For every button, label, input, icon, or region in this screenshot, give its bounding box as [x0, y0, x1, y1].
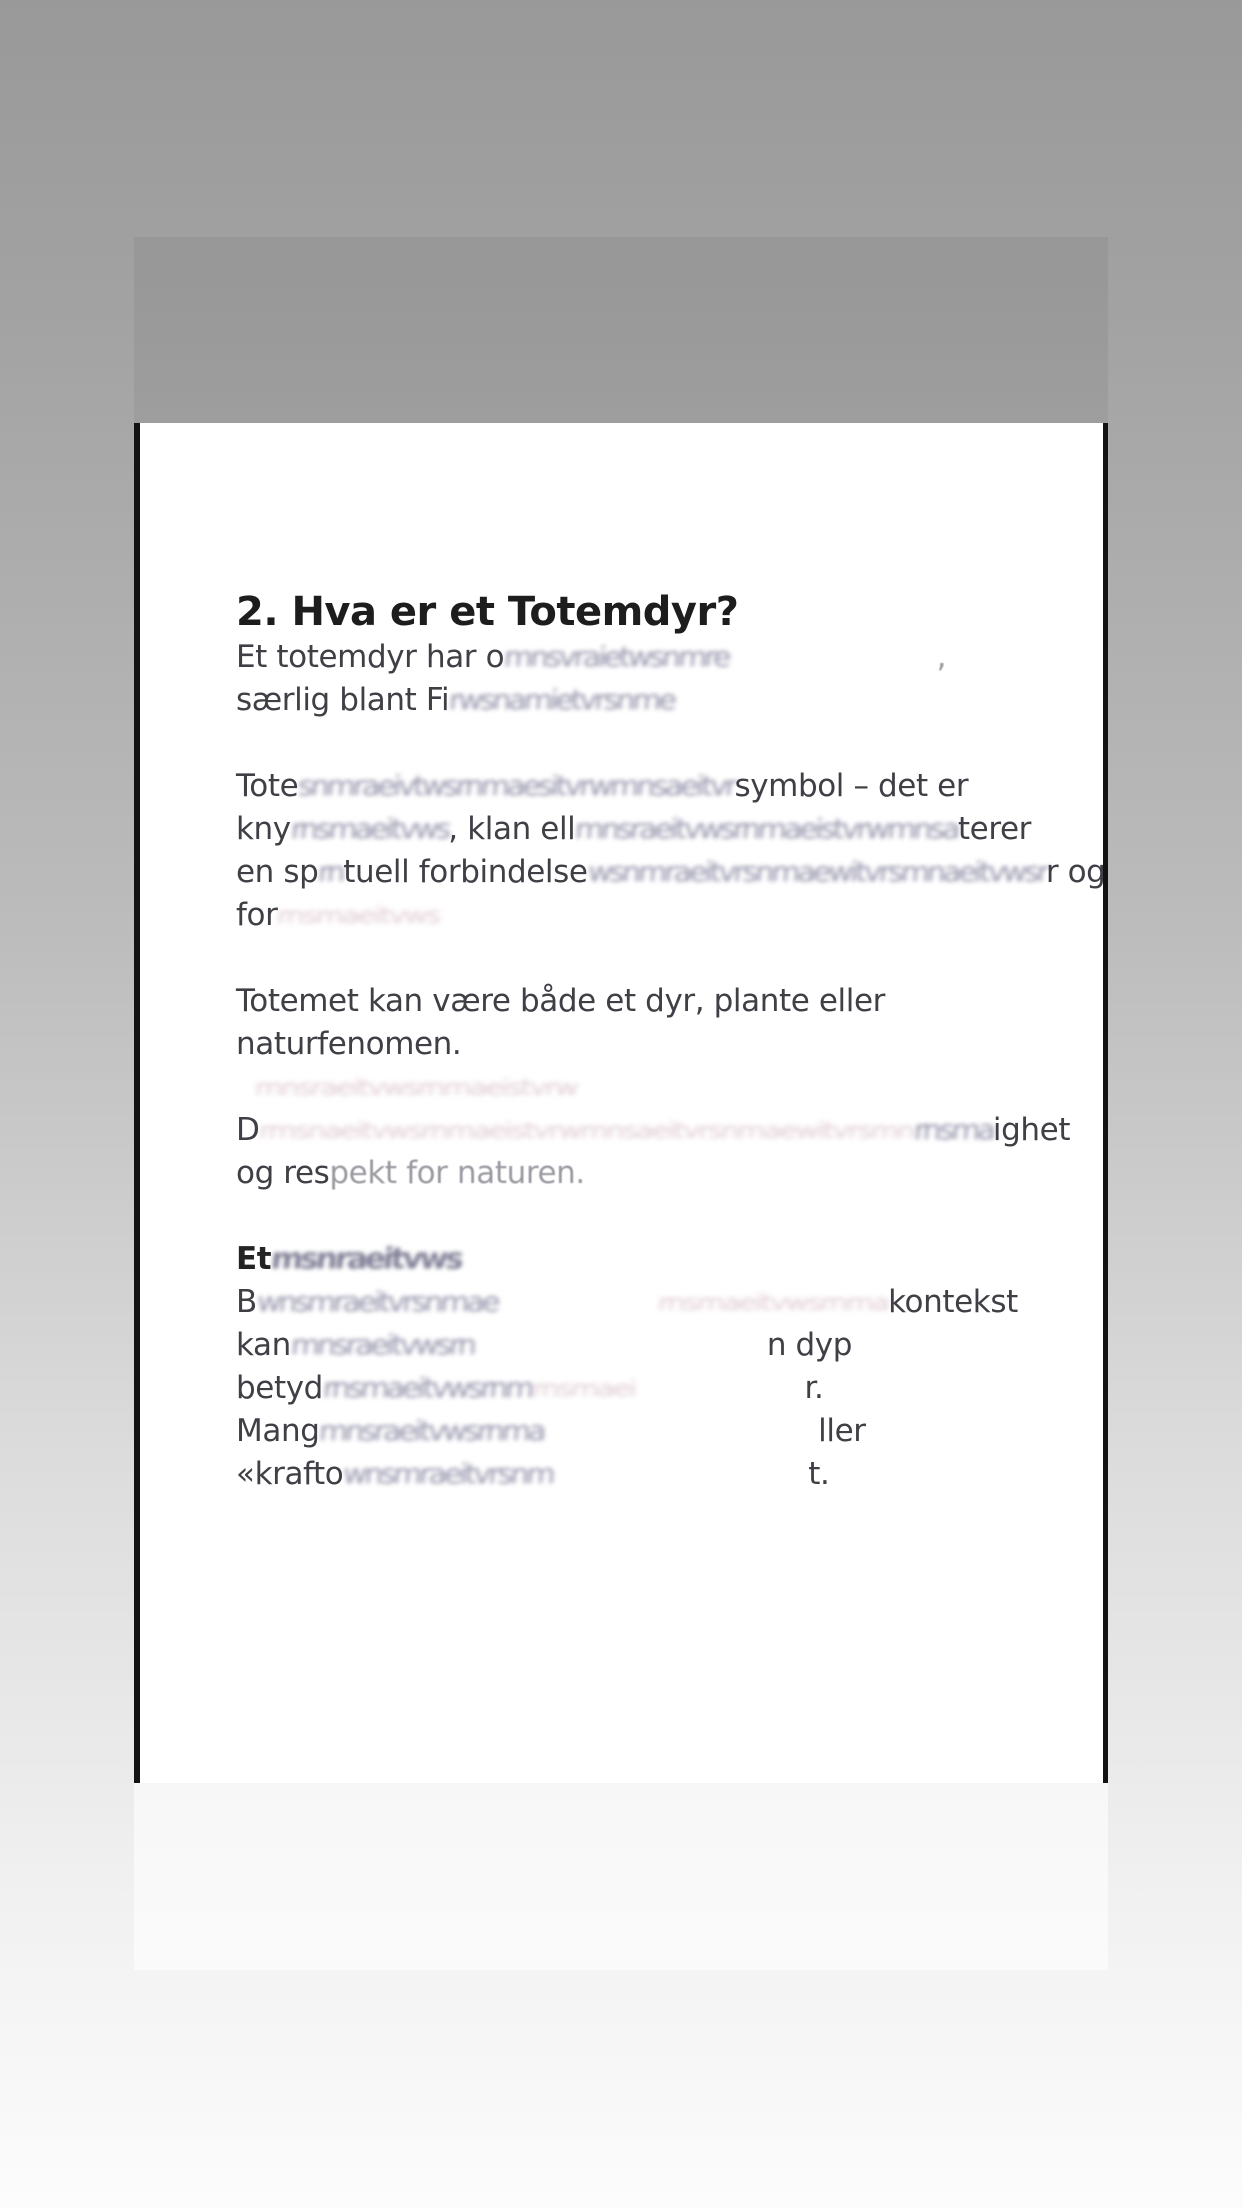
smudge-mark: mnsvraietwsnmre [503, 641, 730, 674]
text-line [236, 1238, 1086, 1281]
gap-spacer [544, 1410, 818, 1453]
text-line [236, 636, 1086, 679]
faded-text-fragment: pekt for naturen. [329, 1155, 585, 1191]
text-line [236, 679, 1086, 722]
text-fragment: B [236, 1284, 257, 1320]
text-fragment: kny [236, 811, 291, 847]
faint-smudge-mark: rmsnaeitvwsrnmaeistvrwmnsaeitvrsnmaewitvrsmn [258, 1116, 915, 1144]
text-fragment: ighet [992, 1112, 1071, 1148]
smudge-mark: wsnmraeitvrsnmaewitvrsmnaeitvwsr [586, 856, 1047, 889]
smudge-mark: rnsmaeitvwsrnm [321, 1372, 533, 1405]
text-fragment: Mang [236, 1413, 320, 1449]
text-fragment: terer [957, 811, 1032, 847]
bold-text-fragment: Et [236, 1241, 272, 1277]
smudge-mark: mnsraeitvwsrn [289, 1329, 475, 1362]
text-fragment: kontekst [888, 1284, 1018, 1320]
text-fragment: en sp [236, 854, 319, 890]
text-fragment: n dyp [766, 1327, 853, 1363]
smudge-mark: rnsma [912, 1114, 995, 1147]
text-fragment: naturfenomen. [236, 1026, 462, 1062]
dark-smudge-mark: msnraeitvws [269, 1241, 463, 1277]
gap-spacer [497, 1281, 658, 1324]
text-fragment: D [236, 1112, 260, 1148]
text-fragment: kan [236, 1327, 291, 1363]
smudge-mark: snmraeivtwsrnmaesitvrwmnsaeitvr [297, 770, 736, 803]
text-line [236, 1324, 1086, 1367]
text-fragment: tuell forbindelse [343, 854, 588, 890]
text-fragment: ller [818, 1413, 866, 1449]
gap-spacer [236, 1066, 255, 1109]
document-photo [134, 237, 1108, 1970]
text-line [236, 980, 1086, 1023]
photo-top-band [134, 237, 1108, 423]
text-line [236, 722, 1086, 765]
text-fragment: Totemet kan være både et dyr, plante eller [236, 983, 885, 1019]
text-line [236, 851, 1106, 894]
text-fragment: Tote [236, 768, 299, 804]
text-line [236, 894, 1086, 937]
text-fragment: , klan ell [448, 811, 576, 847]
gap-spacer [553, 1453, 808, 1496]
smudge-mark: wnsmraeitvrsnmae [255, 1286, 499, 1319]
smudge-mark: rwsnamietvrsnme [448, 684, 676, 717]
photo-bottom-band [134, 1783, 1108, 1970]
document-page [134, 423, 1108, 1783]
smudge-mark: mnsraeitvwsrnmaeistvrwmnsa [574, 813, 960, 846]
text-fragment: r og [1045, 854, 1106, 890]
text-line [236, 1152, 1086, 1195]
text-fragment: og res [236, 1155, 330, 1191]
page-lines [236, 636, 1106, 1496]
faded-text-fragment: , [936, 639, 947, 675]
faint-smudge-mark: rnsmaei [530, 1374, 636, 1402]
smudge-mark: rn [317, 856, 345, 889]
smudge-mark: mnsraeitvwsrnma [318, 1415, 546, 1448]
text-fragment: «krafto [236, 1456, 344, 1492]
gap-spacer [474, 1324, 767, 1367]
smudge-mark: wnsmraeitvrsnm [342, 1458, 555, 1491]
faint-smudge-mark: rnsmaeitvwsrnma [657, 1288, 889, 1316]
text-fragment: symbol – det er [734, 768, 969, 804]
page-heading: 2. Hva er et Totemdyr? [236, 589, 739, 635]
text-line [236, 937, 1086, 980]
smudge-mark: rnsmaeitvws [289, 813, 450, 846]
gap-spacer [729, 636, 937, 679]
page-content [236, 588, 1106, 1496]
text-fragment: for [236, 897, 278, 933]
faint-smudge-mark: rnsmaeitvws [276, 901, 441, 929]
text-line [236, 765, 1086, 808]
text-fragment: særlig blant Fi [236, 682, 450, 718]
text-line [236, 808, 1086, 851]
text-line [236, 1195, 1086, 1238]
text-fragment: Et totemdyr har o [236, 639, 505, 675]
text-line [236, 1453, 1086, 1496]
text-fragment: t. [808, 1456, 830, 1492]
text-line [236, 1410, 1086, 1453]
text-line [236, 1023, 1086, 1066]
text-line [236, 1109, 1086, 1152]
text-line [236, 1066, 1086, 1109]
faint-smudge-mark: mnsraeitvwsrnmaeistvrw [254, 1073, 578, 1101]
gap-spacer [634, 1367, 804, 1410]
text-fragment: betyd [236, 1370, 323, 1406]
text-line [236, 1367, 1086, 1410]
text-fragment: r. [804, 1370, 824, 1406]
text-line [236, 1281, 1086, 1324]
